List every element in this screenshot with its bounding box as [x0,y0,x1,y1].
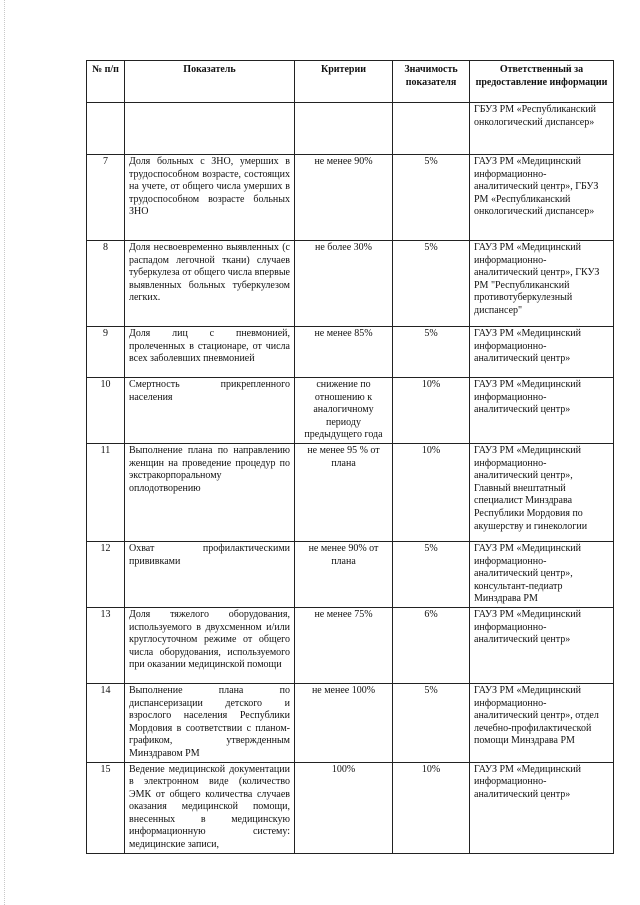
row-criteria: не более 30% [295,241,393,327]
row-num: 7 [87,155,125,241]
row-significance: 6% [393,607,470,683]
table-row [87,443,614,541]
row-significance: 5% [393,327,470,378]
row-criteria [295,103,393,155]
row-num: 13 [87,607,125,683]
row-criteria: не менее 95 % от плана [295,443,393,541]
row-responsible: ГБУЗ РМ «Республиканский онкологический диспансер» [470,103,614,155]
row-criteria: 100% [295,762,393,853]
table-row [87,607,614,683]
row-significance [393,103,470,155]
row-num: 10 [87,378,125,444]
row-num: 15 [87,762,125,853]
row-significance: 5% [393,541,470,607]
header-num: № п/п [87,61,125,103]
row-responsible: ГАУЗ РМ «Медицинский информационно-аналитический центр» [470,762,614,853]
header-responsible: Ответственный за предоставление информации [470,61,614,103]
row-significance: 5% [393,155,470,241]
table-row [87,683,614,762]
row-criteria: не менее 100% [295,683,393,762]
scan-margin [4,0,7,905]
row-significance: 10% [393,443,470,541]
header-significance: Значимость показателя [393,61,470,103]
row-responsible: ГАУЗ РМ «Медицинский информационно-аналитический центр», ГКУЗ РМ "Республиканский противотуберкулезный диспансер" [470,241,614,327]
row-indicator: Охват профилактическими прививками [125,541,295,607]
row-num: 9 [87,327,125,378]
row-indicator: Ведение медицинской документации в электронном виде (количество ЭМК от общего количества случаев оказания медицинской помощи, внесенных в медицинскую информационную систему: медицинские записи, [125,762,295,853]
table-row [87,378,614,444]
table-row [87,155,614,241]
row-significance: 10% [393,762,470,853]
row-indicator: Доля тяжелого оборудования, используемого в двухсменном и/или круглосуточном режиме от общего числа оборудования, используемого при оказании медицинской помощи [125,607,295,683]
row-criteria: снижение по отношению к аналогичному периоду предыдущего года [295,378,393,444]
table-row [87,762,614,853]
header-criteria: Критерии [295,61,393,103]
row-responsible: ГАУЗ РМ «Медицинский информационно-аналитический центр», отдел лечебно-профилактической помощи Минздрава РМ [470,683,614,762]
row-num: 12 [87,541,125,607]
table-row [87,103,614,155]
row-indicator: Выполнение плана по направлению женщин на проведение процедур по экстракорпоральному оплодотворению [125,443,295,541]
row-criteria: не менее 75% [295,607,393,683]
row-responsible: ГАУЗ РМ «Медицинский информационно-аналитический центр», ГБУЗ РМ «Республиканский онкологический диспансер» [470,155,614,241]
row-criteria: не менее 90% [295,155,393,241]
row-significance: 5% [393,241,470,327]
row-responsible: ГАУЗ РМ «Медицинский информационно-аналитический центр» [470,327,614,378]
row-indicator: Доля лиц с пневмонией, пролеченных в стационаре, от числа всех заболевших пневмонией [125,327,295,378]
row-responsible: ГАУЗ РМ «Медицинский информационно-аналитический центр», консультант-педиатр Минздрава РМ [470,541,614,607]
indicators-table [86,60,614,854]
table-row [87,541,614,607]
row-significance: 5% [393,683,470,762]
row-indicator [125,103,295,155]
row-criteria: не менее 90% от плана [295,541,393,607]
row-num: 14 [87,683,125,762]
row-num: 11 [87,443,125,541]
row-responsible: ГАУЗ РМ «Медицинский информационно-аналитический центр» [470,378,614,444]
row-indicator: Смертность прикрепленного населения [125,378,295,444]
row-responsible: ГАУЗ РМ «Медицинский информационно-аналитический центр», Главный внештатный специалист Минздрава Республики Мордовия по акушерству и гинекологии [470,443,614,541]
table-row [87,241,614,327]
row-num [87,103,125,155]
row-num: 8 [87,241,125,327]
row-indicator: Доля несвоевременно выявленных (с распадом легочной ткани) случаев туберкулеза от общего числа впервые выявленных больных туберкулезом легких. [125,241,295,327]
row-responsible: ГАУЗ РМ «Медицинский информационно-аналитический центр» [470,607,614,683]
table-header-row [87,61,614,103]
row-significance: 10% [393,378,470,444]
header-indicator: Показатель [125,61,295,103]
row-criteria: не менее 85% [295,327,393,378]
row-indicator: Доля больных с ЗНО, умерших в трудоспособном возрасте, состоящих на учете, от общего числа умерших в трудоспособном возрасте больных ЗНО [125,155,295,241]
table-row [87,327,614,378]
row-indicator: Выполнение плана по диспансеризации детского и взрослого населения Республики Мордовия в соответствии с планом-графиком, утвержденным Минздравом РМ [125,683,295,762]
